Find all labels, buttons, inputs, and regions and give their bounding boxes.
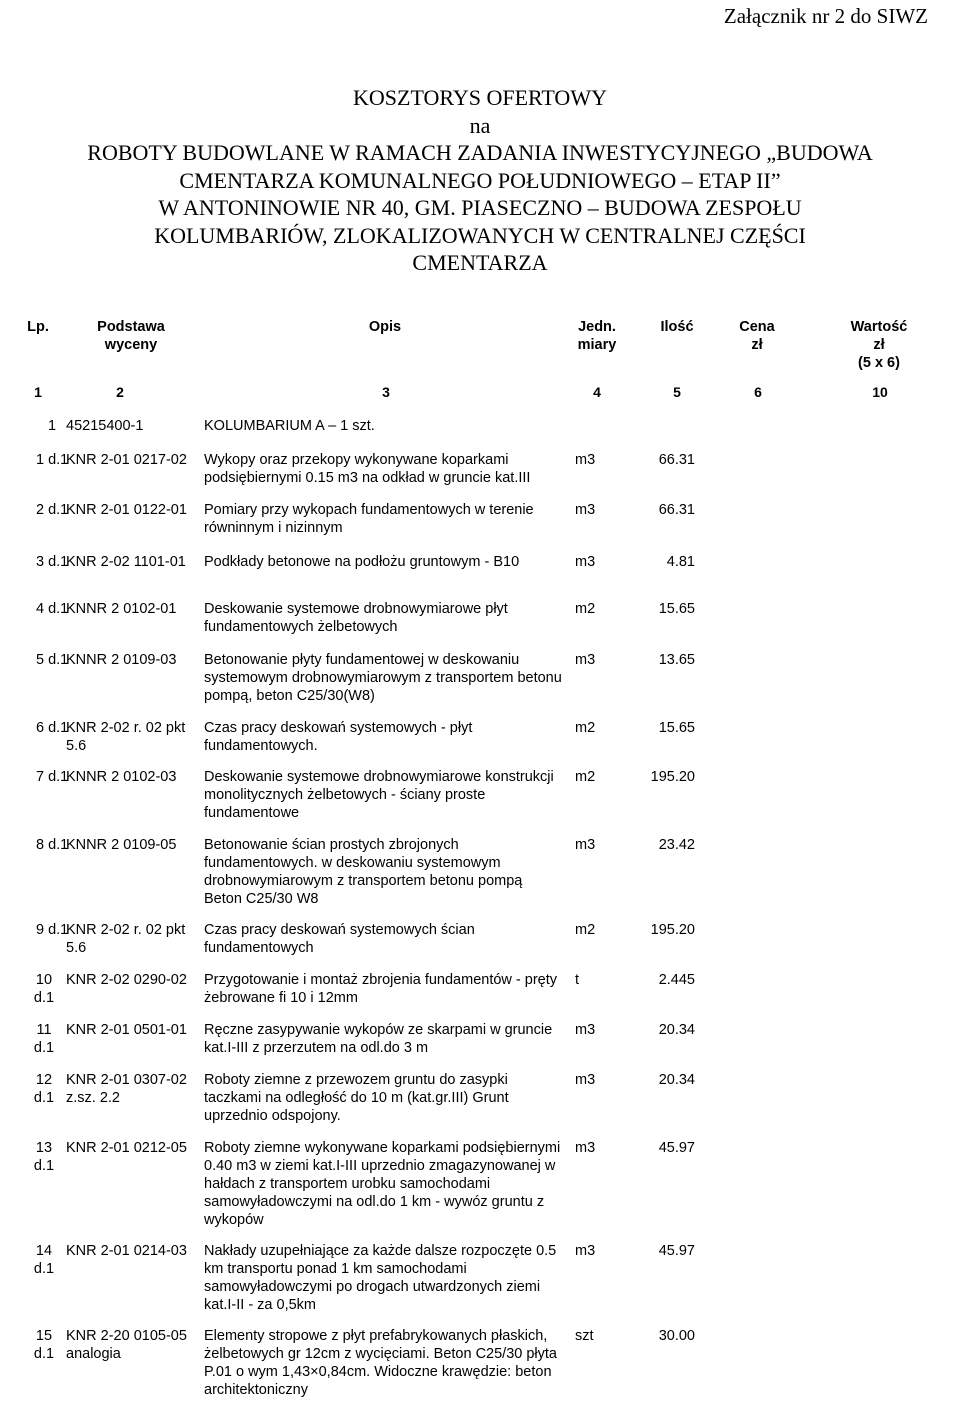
title-line: KOSZTORYS OFERTOWY: [353, 85, 607, 110]
row-lp: 11 d.1: [33, 1022, 55, 1056]
header-unit-line: Jedn.: [578, 319, 616, 335]
row-unit: m2: [575, 922, 596, 938]
column-number: 6: [754, 384, 762, 400]
row-base: KNR 2-01 0214-03: [66, 1243, 187, 1259]
row-qty: 2.445: [658, 972, 695, 988]
section-code: 45215400-1: [66, 418, 144, 434]
row-desc: Betonowanie ścian prostych zbrojonych fundamentowych. w deskowaniu systemowym drobnowymiarowym z transportem betonu pompą Beton C25/30 W8: [204, 837, 523, 907]
row-qty: 23.42: [658, 837, 695, 853]
row-lp: 8 d.1: [36, 837, 69, 853]
row-base: KNR 2-01 0122-01: [66, 502, 187, 518]
row-desc: Deskowanie systemowe drobnowymiarowe konstrukcji monolitycznych żelbetowych - ściany proste fundamentowe: [204, 769, 554, 821]
row-base: KNR 2-02 r. 02 pkt 5.6: [66, 720, 186, 754]
row-lp: 12 d.1: [33, 1072, 55, 1106]
row-desc: Pomiary przy wykopach fundamentowych w terenie równinnym i nizinnym: [204, 502, 534, 536]
row-unit: m3: [575, 502, 596, 518]
row-base: KNR 2-01 0501-01: [66, 1022, 187, 1038]
row-qty: 15.65: [658, 601, 695, 617]
header-value-line: (5 x 6): [858, 355, 900, 371]
row-qty: 30.00: [658, 1328, 695, 1344]
row-lp: 3 d.1: [36, 554, 69, 570]
row-lp: 9 d.1: [36, 922, 69, 938]
title-line: KOLUMBARIÓW, ZLOKALIZOWANYCH W CENTRALNEJ CZĘŚCI: [154, 222, 806, 248]
header-price-line: Cena: [739, 319, 775, 335]
row-base: KNNR 2 0102-03: [66, 769, 177, 785]
row-unit: m3: [575, 554, 596, 570]
row-unit: m2: [575, 769, 596, 785]
row-lp: 10 d.1: [33, 972, 55, 1006]
row-base: KNNR 2 0109-03: [66, 652, 177, 668]
column-number: 3: [382, 384, 390, 400]
row-qty: 20.34: [658, 1072, 695, 1088]
row-qty: 15.65: [658, 720, 695, 736]
row-desc: Roboty ziemne wykonywane koparkami podsiębiernymi 0.40 m3 w ziemi kat.I-III uprzednio zmagazynowanej w hałdach z transportem urobku samochodami samowyładowczymi na odl.do 1 km - wywóz gruntu z wykopów: [204, 1140, 561, 1228]
row-unit: m3: [575, 1072, 596, 1088]
row-lp: 7 d.1: [36, 769, 69, 785]
row-base: KNNR 2 0109-05: [66, 837, 177, 853]
column-number: 1: [34, 384, 42, 400]
header-base-line: Podstawa: [97, 319, 165, 335]
header-qty: Ilość: [660, 319, 694, 335]
row-base: KNNR 2 0102-01: [66, 601, 177, 617]
row-base: KNR 2-20 0105-05 analogia: [66, 1328, 187, 1362]
header-desc: Opis: [368, 319, 402, 335]
title-line: W ANTONINOWIE NR 40, GM. PIASECZNO – BUDOWA ZESPOŁU: [158, 195, 802, 220]
row-base: KNR 2-01 0217-02: [66, 452, 187, 468]
row-qty: 13.65: [658, 652, 695, 668]
row-qty: 195.20: [650, 769, 695, 785]
column-number: 2: [116, 384, 124, 400]
header-base-line: wyceny: [104, 337, 158, 353]
title-line: ROBOTY BUDOWLANE W RAMACH ZADANIA INWESTYCYJNEGO „BUDOWA: [87, 140, 873, 165]
row-qty: 4.81: [666, 554, 695, 570]
column-number: 4: [593, 384, 601, 400]
row-desc: Ręczne zasypywanie wykopów ze skarpami w gruncie kat.I-III z przerzutem na odl.do 3 m: [204, 1022, 553, 1056]
header-value-line: zł: [873, 337, 885, 353]
row-desc: Czas pracy deskowań systemowych - płyt fundamentowych.: [204, 720, 473, 754]
row-qty: 66.31: [658, 452, 695, 468]
row-unit: m2: [575, 601, 596, 617]
header-unit-line: miary: [577, 337, 617, 353]
row-lp: 4 d.1: [36, 601, 69, 617]
row-unit: t: [575, 972, 580, 988]
header-lp: Lp.: [27, 319, 49, 335]
row-unit: m3: [575, 652, 596, 668]
row-desc: Czas pracy deskowań systemowych ścian fundamentowych: [204, 922, 475, 956]
header-price: [734, 318, 780, 354]
row-lp: 1 d.1: [36, 452, 69, 468]
row-qty: 45.97: [658, 1140, 695, 1156]
row-base: KNR 2-01 0307-02 z.sz. 2.2: [66, 1072, 187, 1106]
row-lp: 15 d.1: [33, 1328, 55, 1362]
row-unit: m3: [575, 452, 596, 468]
header-price-line: zł: [751, 337, 763, 353]
row-qty: 45.97: [658, 1243, 695, 1259]
row-qty: 20.34: [658, 1022, 695, 1038]
section-lp: 1: [48, 418, 57, 434]
row-unit: m3: [575, 837, 596, 853]
row-desc: Elementy stropowe z płyt prefabrykowanych płaskich, żelbetowych gr 12cm z wycięciami. Beton C25/30 płyta P.01 o wym 1,43×0,84cm. Widoczne krawędzie: beton architektoniczny: [204, 1328, 557, 1398]
row-desc: Nakłady uzupełniające za każde dalsze rozpoczęte 0.5 km transportu ponad 1 km samochodami samowyładowczymi po drogach utwardzonych ziemi kat.I-II - za 0,5km: [204, 1243, 557, 1313]
row-lp: 6 d.1: [36, 720, 69, 736]
row-unit: m3: [575, 1022, 596, 1038]
row-lp: 5 d.1: [36, 652, 69, 668]
header-base: [66, 318, 196, 354]
row-desc: Podkłady betonowe na podłożu gruntowym - B10: [204, 554, 520, 570]
column-number: 10: [872, 384, 888, 400]
row-qty: 195.20: [650, 922, 695, 938]
header-unit: [572, 318, 622, 354]
annex-label: Załącznik nr 2 do SIWZ: [723, 4, 928, 28]
header-value-line: Wartość: [850, 319, 908, 335]
row-base: KNR 2-02 r. 02 pkt 5.6: [66, 922, 186, 956]
row-desc: Roboty ziemne z przewozem gruntu do zasypki taczkami na odległość do 10 m (kat.gr.III) Grunt uprzednio odspojony.: [204, 1072, 509, 1124]
row-desc: Wykopy oraz przekopy wykonywane koparkami podsiębiernymi 0.15 m3 na odkład w gruncie kat.III: [204, 452, 531, 486]
title-line: CMENTARZA KOMUNALNEGO POŁUDNIOWEGO – ETAP II”: [179, 167, 781, 193]
row-lp: 13 d.1: [33, 1140, 55, 1174]
row-desc: Deskowanie systemowe drobnowymiarowe płyt fundamentowych żelbetowych: [204, 601, 508, 635]
column-number: 5: [673, 384, 681, 400]
row-unit: m2: [575, 720, 596, 736]
section-name: KOLUMBARIUM A – 1 szt.: [204, 418, 375, 434]
title-line: na: [469, 112, 491, 138]
row-qty: 66.31: [658, 502, 695, 518]
row-unit: szt: [575, 1328, 594, 1344]
row-lp: 14 d.1: [33, 1243, 55, 1277]
row-desc: Betonowanie płyty fundamentowej w deskowaniu systemowym drobnowymiarowym z transportem betonu pompą, beton C25/30(W8): [204, 652, 562, 704]
document-title: [0, 84, 960, 277]
row-base: KNR 2-01 0212-05: [66, 1140, 187, 1156]
row-desc: Przygotowanie i montaż zbrojenia fundamentów - pręty żebrowane fi 10 i 12mm: [204, 972, 558, 1006]
row-unit: m3: [575, 1140, 596, 1156]
row-base: KNR 2-02 1101-01: [66, 554, 186, 570]
title-line: CMENTARZA: [412, 250, 548, 275]
header-value: [836, 318, 922, 372]
row-unit: m3: [575, 1243, 596, 1259]
row-lp: 2 d.1: [36, 502, 69, 518]
row-base: KNR 2-02 0290-02: [66, 972, 187, 988]
